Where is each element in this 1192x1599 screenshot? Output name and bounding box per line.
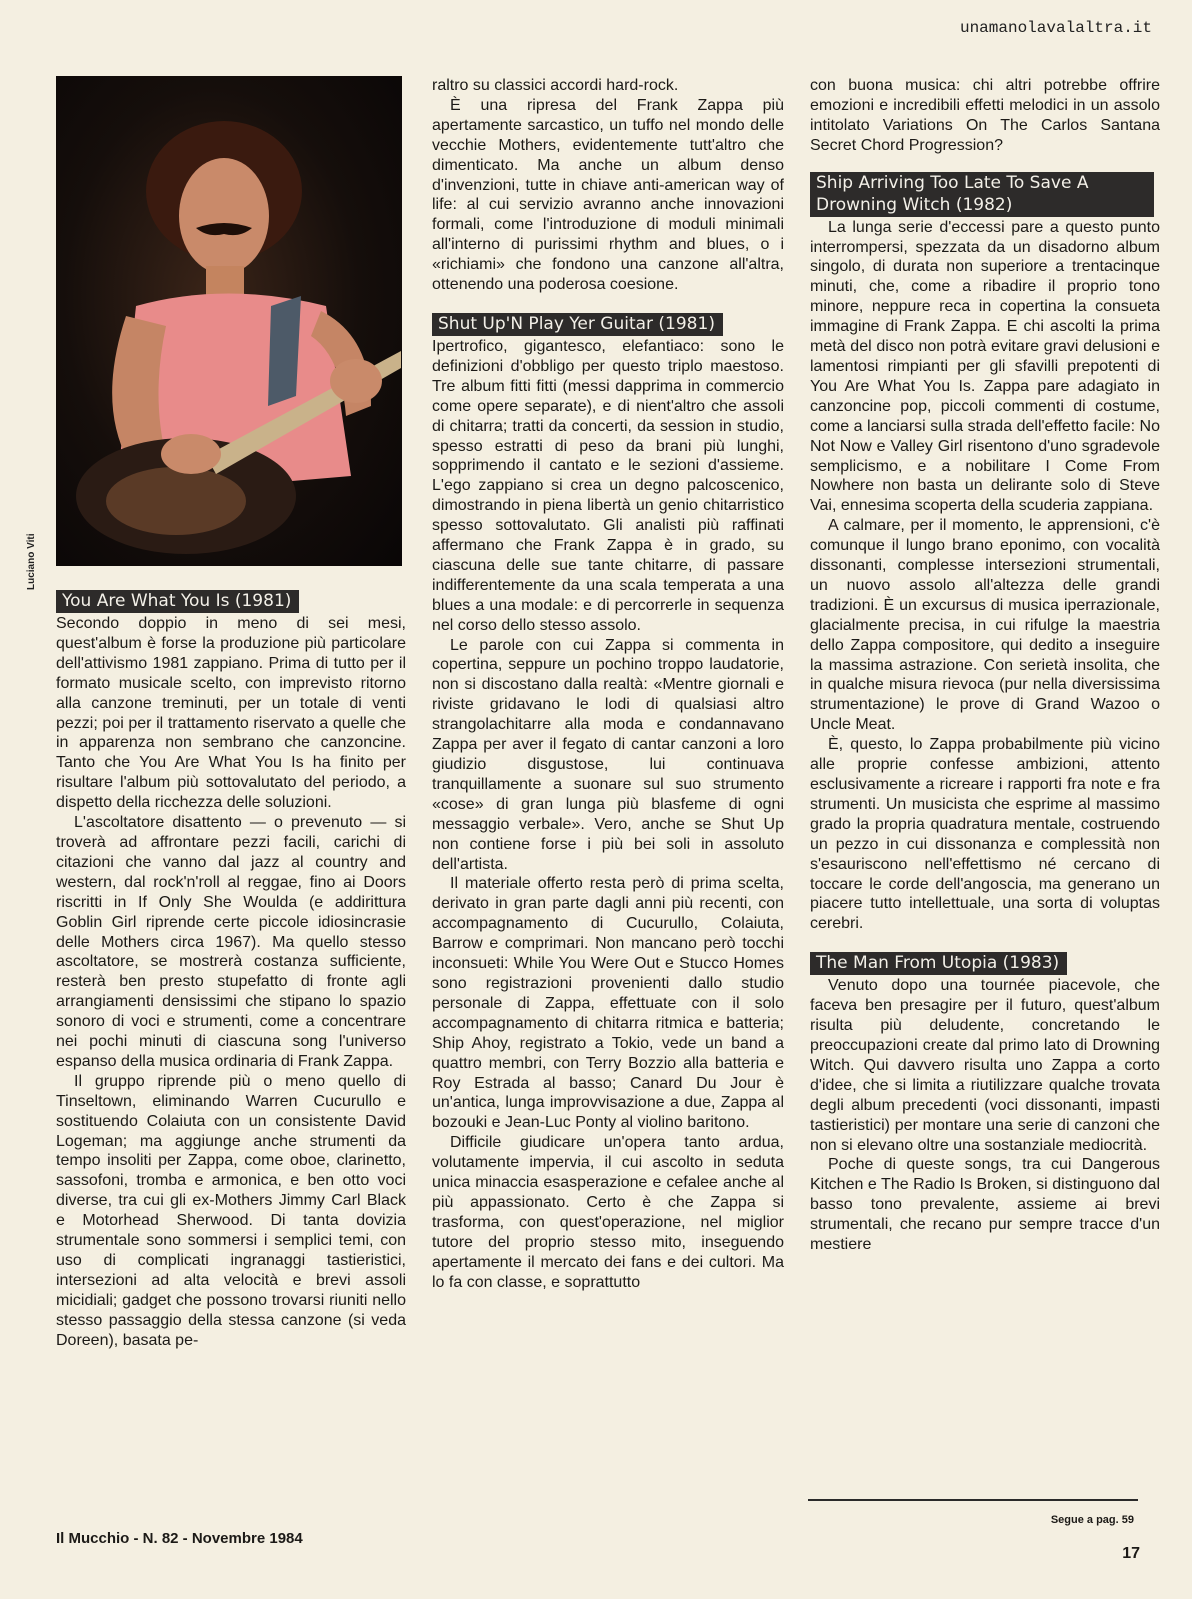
column-3 bbox=[810, 76, 1160, 1255]
page-number: 17 bbox=[1122, 1545, 1140, 1562]
photo-illustration bbox=[56, 76, 402, 566]
section-title-shut-up-n-play-yer-guitar: Shut Up'N Play Yer Guitar (1981) bbox=[432, 313, 723, 336]
paragraph: Le parole con cui Zappa si commenta in copertina, seppure un pochino troppo laudatorie, non si discostano dalla realtà: «Mentre giornali e riviste gridavano le lodi di qualsiasi altro strangolachitarre alla moda e condannavano Zappa per aver il fegato di cantar canzoni a loro giudizio disgustose, lui continuava tranquillamente a suonare sul suo strumento «cose» di gran lunga più blasfeme di ogni messaggio verbale». Vero, anche se Shut Up non contiene forse i più bei soli in assoluto dell'artista. bbox=[432, 636, 784, 873]
section-title-ship-arriving-too-late: Ship Arriving Too Late To Save A Drowning Witch (1982) bbox=[810, 172, 1154, 217]
column-2 bbox=[432, 76, 784, 1292]
column-1 bbox=[56, 76, 406, 1351]
paragraph: La lunga serie d'eccessi pare a questo punto interrompersi, spezzata da un disadorno album singolo, di durata non superiore a trentacinque minuti, che, come a ribadire il proprio tono minore, neppure reca in copertina la consueta immagine di Frank Zappa. E chi ascolti la prima metà del disco non potrà evitare gravi delusioni e lamentosi rimpianti per gli sfavilli prepotenti di You Are What You Is. Zappa pare adagiato in canzoncine pop, piccoli commenti di costume, come a lanciarsi sulla strada dell'effetto facile: No Not Now e Valley Girl risentono d'uno sgradevole semplicismo, e a nobilitare I Come From Nowhere non basta un delirante solo di Steve Vai, ennesima scoperta della scuderia zappiana. bbox=[810, 218, 1160, 515]
paragraph: con buona musica: chi altri potrebbe offrire emozioni e incredibili effetti melodici in un assolo intitolato Variations On The Carlos Santana Secret Chord Progression? bbox=[810, 77, 1160, 154]
paragraph: L'ascoltatore disattento — o prevenuto — si troverà ad affrontare pezzi facili, carichi di citazioni che vanno dal jazz al country and western, dal rock'n'roll al reggae, fino ai Doors riscritti in If Only She Woulda (e addirittura Goblin Girl riprende certe piccole idiosincrasie delle Mothers circa 1967). Ma quello stesso ascoltatore, se mostrerà costanza sufficiente, resterà ben presto stupefatto di fronte agli arrangiamenti densissimi che stipano lo spazio sonoro di voci e strumenti, come a concentrare nei pochi minuti di ciascuna song l'universo espanso della musica ordinaria di Frank Zappa. bbox=[56, 814, 406, 1070]
paragraph: Difficile giudicare un'opera tanto ardua, volutamente impervia, il cui ascolto in seduta unica minaccia esasperazione e cefalee anche al più appassionato. Certo è che Zappa si trasforma, con quest'operazione, nel miglior tutore del proprio stesso mito, inseguendo apertamente il mercato dei fans e dei cultori. Ma lo fa con classe, e soprattutto bbox=[432, 1134, 784, 1291]
footer-rule bbox=[808, 1499, 1138, 1501]
paragraph: Secondo doppio in meno di sei mesi, quest'album è forse la produzione più particolare dell'attivismo 1981 zappiano. Prima di tutto per il formato musicale scelto, con imprevisto ritorno alla canzone treminuti, per un totale di venti pezzi; poi per il trattamento riservato a quelle che in apparenza non sembrano che canzoncine. Tanto che You Are What You Is ha finito per risultare l'album più sottovalutato del periodo, a dispetto della ricchezza delle soluzioni. bbox=[56, 615, 406, 812]
paragraph: A calmare, per il momento, le apprensioni, c'è comunque il lungo brano eponimo, con vocalità dissonanti, complesse intersezioni strumentali, un nuovo assolo all'altezza delle grandi tradizioni. È un excursus di musica iperrazionale, glacialmente precisa, in cui rifulge la maestria dello Zappa compositore, qui dedito a inseguire la massima astrazione. Con serietà insolita, che in qualche misura rievoca (pur nella diversissima strumentazione) le prove di Grand Wazoo o Uncle Meat. bbox=[810, 517, 1160, 734]
watermark: unamanolavalaltra.it bbox=[959, 19, 1152, 37]
paragraph: raltro su classici accordi hard-rock. bbox=[432, 77, 679, 94]
paragraph: È una ripresa del Frank Zappa più apertamente sarcastico, un tuffo nel mondo delle vecchie Mothers, evidentemente tutt'altro che dimenticato. Ma anche un album denso d'invenzioni, tutte in chiave anti-american way of life: al cui servizio avranno anche innovazioni formali, come l'introduzione di moduli minimali all'interno di purissimi rhythm and blues, o i «richiami» che fondono una canzone all'altra, ottenendo una poderosa coesione. bbox=[432, 96, 784, 294]
section-title-you-are-what-you-is: You Are What You Is (1981) bbox=[56, 590, 299, 613]
paragraph: Poche di queste songs, tra cui Dangerous Kitchen e The Radio Is Broken, si distinguono dal basso tono prevalente, assieme ai brevi strumentali, che recano pur sempre tracce d'un mestiere bbox=[810, 1156, 1160, 1254]
paragraph: Il gruppo riprende più o meno quello di Tinseltown, eliminando Warren Cucurullo e sostituendo Colaiuta con un consistente David Logeman; ma aggiunge anche strumenti da tempo insoliti per Zappa, come oboe, clarinetto, sassofoni, tromba e armonica, e ben otto voci diverse, tra cui gli ex-Mothers Jimmy Carl Black e Motorhead Sherwood. Di tanta dovizia strumentale sono sommersi i semplici temi, con uso di complicati ingranaggi tastieristici, intersezioni ad alta velocità e brevi assoli micidiali; gadget che possono trovarsi riuniti nello stesso passaggio della stessa canzone (si veda Doreen), basata pe- bbox=[56, 1072, 406, 1349]
paragraph: Venuto dopo una tournée piacevole, che faceva ben presagire per il futuro, quest'album risulta più deludente, concretando le preoccupazioni create dal primo lato di Drowning Witch. Qui davvero risulta uno Zappa a corto d'idee, che si limita a riutilizzare qualche trovata degli album precedenti (voci dissonanti, impasti tastieristici) per montare una serie di canzoni che non si elevano oltre una sostanziale mediocrità. bbox=[810, 977, 1160, 1154]
paragraph: Il materiale offerto resta però di prima scelta, derivato in gran parte dagli anni più recenti, con accompagnamento di Cucurullo, Colaiuta, Barrow e comprimari. Non mancano però tocchi inconsueti: While You Were Out e Stucco Homes sono registrazioni provenienti dallo studio personale di Zappa, effettuate con il solo accompagnamento di chitarra ritmica e batteria; Ship Ahoy, registrato a Tokio, vede un band a quattro membri, con Terry Bozzio alla batteria e Roy Estrada al basso; Canard Du Jour è un'antica, lunga improvvisazione a due, Zappa al bozouki e Jean-Luc Ponty al violino baritono. bbox=[432, 875, 784, 1132]
section-title-the-man-from-utopia: The Man From Utopia (1983) bbox=[810, 952, 1067, 975]
paragraph: Ipertrofico, gigantesco, elefantiaco: sono le definizioni d'obbligo per questo triplo maestoso. Tre album fitti fitti (messi dapprima in commercio come opere separate), e di nient'altro che assoli di chitarra; tratti da concerti, da session in studio, spesso estratti di peso da brani più lunghi, sopprimendo il cantato e le sezioni d'assieme. L'ego zappiano si crea un degno palcoscenico, dimostrando in piena libertà un genio chitarristico spesso sottovalutato. Gli analisti più raffinati affermano che Frank Zappa è in grado, su ciascuna delle sue tante chitarre, di passare indifferentemente da una scala temperata a una blues a una modale: e di percorrerle in sequenza nel corso dello stesso assolo. bbox=[432, 337, 784, 634]
magazine-issue: Il Mucchio - N. 82 - Novembre 1984 bbox=[56, 1530, 303, 1547]
photo-frank-zappa-guitar bbox=[56, 76, 402, 566]
photo-credit: Luciano Viti bbox=[26, 533, 37, 590]
continued-note: Segue a pag. 59 bbox=[1050, 1514, 1134, 1526]
paragraph: È, questo, lo Zappa probabilmente più vicino alle proprie confesse ambizioni, attento esclusivamente a ricreare i rapporti fra note e fra strumenti. Un musicista che esprime al massimo grado la propria quadratura mentale, costruendo un pezzo in cui dissonanza e complessità non s'esauriscono nell'effettismo né cercano di toccare le corde dell'angoscia, ma generano un piacere tutto intellettuale, una sorta di voluptas cerebri. bbox=[810, 736, 1160, 933]
